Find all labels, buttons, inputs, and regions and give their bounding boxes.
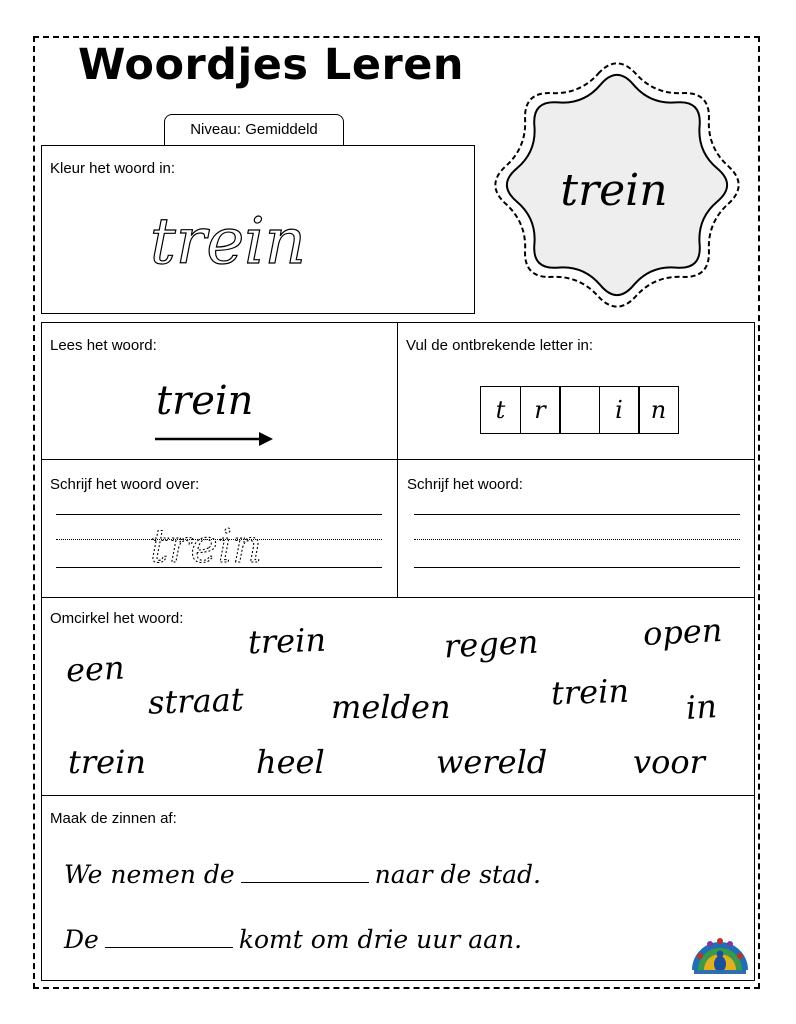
write-line-top [414, 514, 740, 515]
sentence-1 [64, 860, 541, 889]
word-option[interactable]: in [684, 686, 719, 728]
page-title: Woordjes Leren [78, 40, 464, 90]
sentence-2-before: De [64, 925, 99, 954]
circle-word-label: Omcirkel het woord: [50, 610, 184, 627]
letter-box: i [599, 386, 640, 434]
outline-word-text: trein [150, 205, 306, 279]
sentence-1-before: We nemen de [64, 860, 235, 889]
level-tab: Niveau: Gemiddeld [164, 114, 344, 146]
trace-label: Schrijf het woord over: [50, 476, 200, 493]
letter-box-blank[interactable] [559, 386, 600, 434]
word-option[interactable]: een [65, 648, 126, 690]
word-option[interactable]: open [642, 610, 724, 654]
word-option[interactable]: regen [443, 622, 540, 666]
word-option[interactable]: heel [256, 743, 325, 781]
peacock-logo-icon [688, 926, 752, 976]
sentence-2-after: komt om drie uur aan. [238, 925, 523, 954]
letter-box: t [480, 386, 521, 434]
word-option[interactable]: straat [147, 680, 245, 722]
sentence-2 [64, 925, 522, 954]
sentence-2-blank[interactable] [105, 946, 233, 948]
grid-divider-vertical [397, 322, 398, 598]
sentence-label: Maak de zinnen af: [50, 810, 177, 827]
missing-letter-label: Vul de ontbrekende letter in: [406, 337, 594, 354]
word-option[interactable]: trein [247, 620, 327, 662]
sentence-1-after: naar de stad. [374, 860, 541, 889]
trace-word-text: trein [150, 519, 263, 573]
trace-line-top [56, 514, 382, 515]
star-word: trein [560, 165, 668, 216]
grid-divider-horizontal [41, 459, 755, 460]
read-word: trein [156, 378, 254, 424]
read-label: Lees het woord: [50, 337, 157, 354]
write-label: Schrijf het woord: [407, 476, 523, 493]
arrow-right-icon [155, 431, 280, 447]
outline-word[interactable] [140, 195, 400, 285]
letter-boxes [480, 386, 679, 434]
write-line-bottom[interactable] [414, 567, 740, 568]
letter-box: n [638, 386, 679, 434]
word-option[interactable]: wereld [436, 743, 548, 781]
word-option[interactable]: trein [68, 743, 146, 781]
star-badge [482, 52, 752, 322]
write-line-mid [414, 539, 740, 540]
word-option[interactable]: trein [550, 671, 630, 713]
word-option[interactable]: melden [331, 688, 451, 726]
letter-box: r [520, 386, 561, 434]
sentence-1-blank[interactable] [241, 881, 369, 883]
color-in-label: Kleur het woord in: [50, 160, 176, 177]
trace-word[interactable] [145, 518, 315, 574]
word-option[interactable]: voor [633, 743, 705, 781]
